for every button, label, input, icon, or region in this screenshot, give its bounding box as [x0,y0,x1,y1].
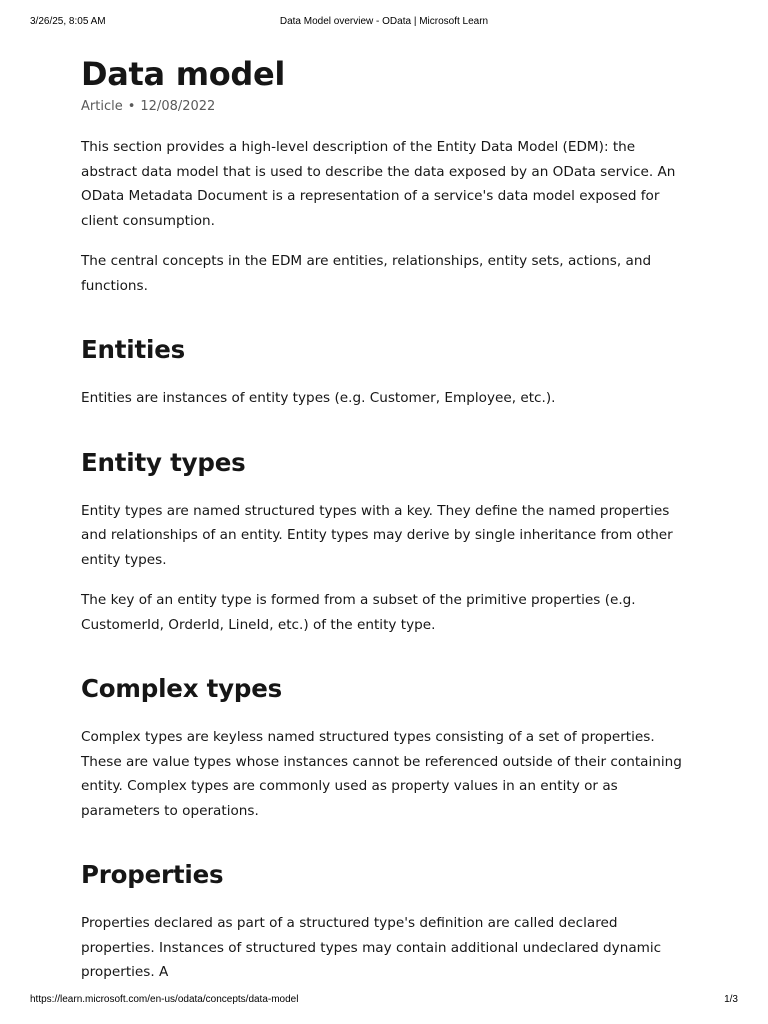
print-footer [0,994,768,1014]
section-heading-complex-types: Complex types [81,674,283,703]
article-type: Article [81,99,123,114]
article-date: 12/08/2022 [140,99,216,114]
meta-separator: • [127,99,136,114]
print-header [0,16,768,36]
page-title: Data model [81,55,286,93]
article [81,52,691,985]
section-paragraph: The key of an entity type is formed from a subset of the primitive properties (e.g. CustomerId, OrderId, LineId, etc.) of the entity type. [81,592,636,633]
print-datetime: 3/26/25, 8:05 AM [30,16,106,27]
section-paragraph: Entity types are named structured types with a key. They define the named properties and relationships of an entity. Entity types may derive by single inheritance from other entity types. [81,502,673,568]
section-paragraph: Entities are instances of entity types (e.g. Customer, Employee, etc.). [81,390,556,406]
intro-paragraph: The central concepts in the EDM are entities, relationships, entity sets, actions, and functions. [81,253,652,294]
section-paragraph: Complex types are keyless named structured types consisting of a set of properties. These are value types whose instances cannot be referenced outside of their containing entity. Complex types are commonly used as property values in an entity or as parameters to operations. [81,729,682,819]
section-heading-entities: Entities [81,335,185,364]
print-page-number: 1/3 [724,994,738,1005]
intro-paragraph: This section provides a high-level description of the Entity Data Model (EDM): the abstract data model that is used to describe the data exposed by an OData service. An OData Metadata Document is a representation of a service's data model exposed for client consumption. [81,139,676,229]
article-meta [81,97,691,117]
section-paragraph: Properties declared as part of a structured type's definition are called declared properties. Instances of structured types may contain additional undeclared dynamic properties. A [81,915,662,980]
section-heading-entity-types: Entity types [81,447,246,477]
print-url: https://learn.microsoft.com/en-us/odata/concepts/data-model [30,994,299,1005]
print-page-title: Data Model overview - OData | Microsoft Learn [279,16,489,27]
section-heading-properties: Properties [81,860,224,889]
